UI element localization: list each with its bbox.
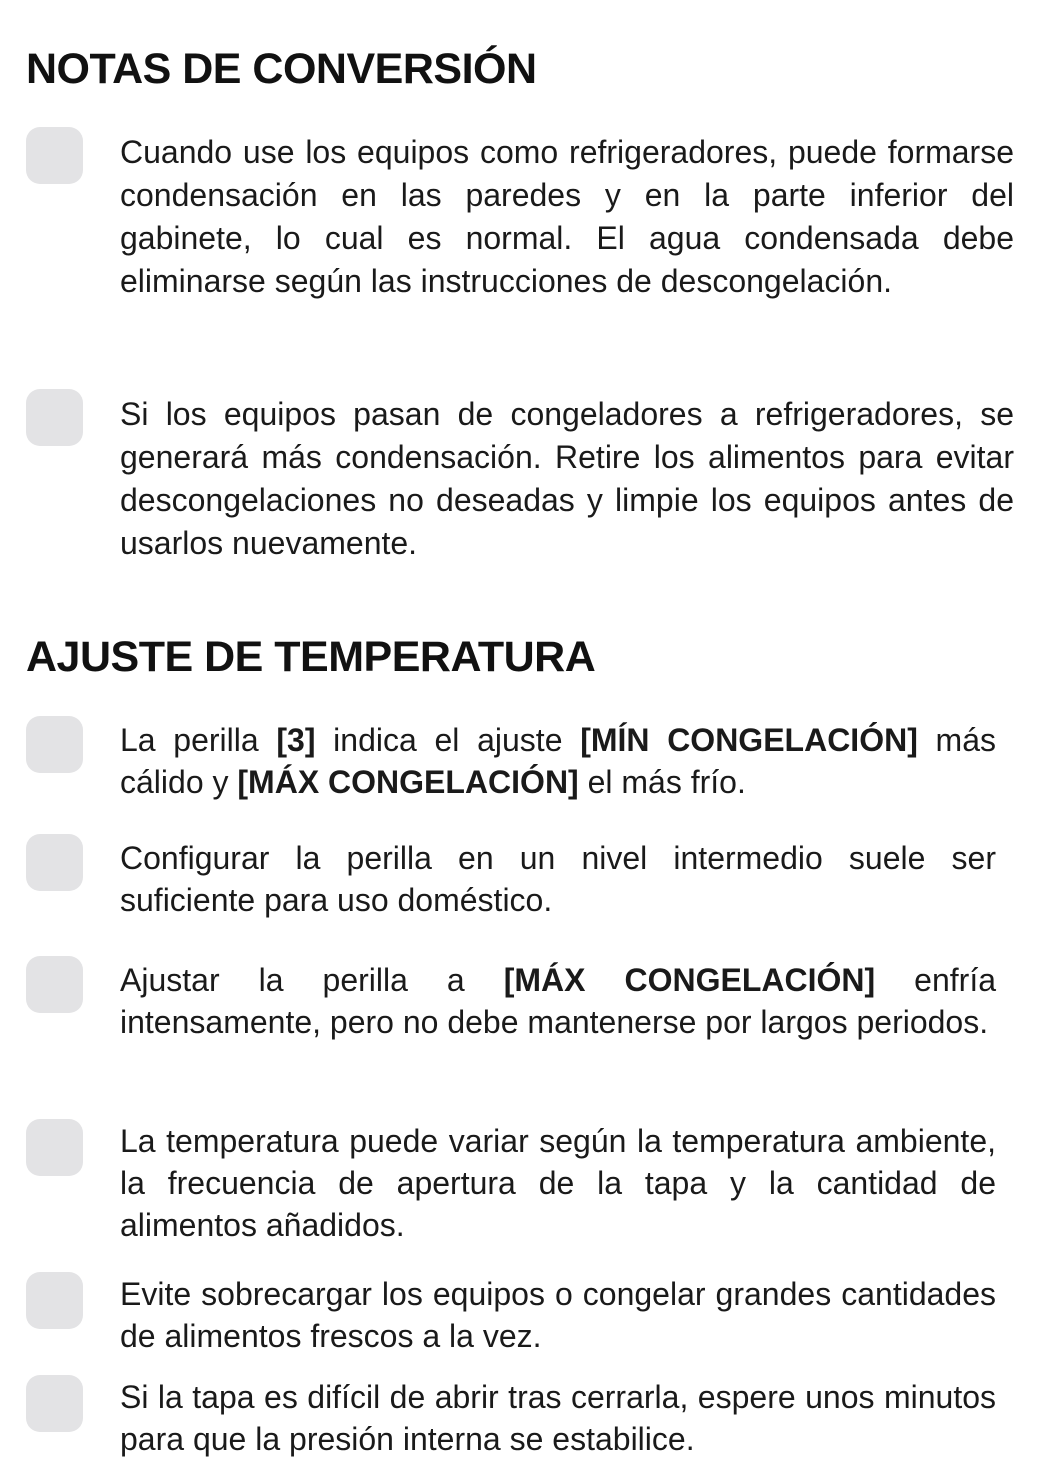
section-heading-conversion-notes: NOTAS DE CONVERSIÓN — [26, 45, 537, 93]
checkbox[interactable] — [26, 127, 83, 184]
text-segment: indica el ajuste — [315, 722, 581, 758]
item-text — [120, 1376, 996, 1460]
item-text — [120, 131, 1014, 303]
checkbox[interactable] — [26, 1272, 83, 1329]
checkbox[interactable] — [26, 956, 83, 1013]
item-text — [120, 393, 1014, 565]
max-freeze-label: [MÁX CONGELACIÓN] — [503, 962, 876, 998]
text-segment: más cálido y — [120, 722, 997, 800]
text-segment: Configurar la perilla en un nivel intermedio suele ser suficiente para uso doméstico. — [120, 840, 996, 918]
text-segment: Cuando use los equipos como refrigeradores, puede formarse condensación en las paredes y en la parte inferior del gabinete, lo cual es normal. El agua condensada debe eliminarse según las instrucciones de descongelación. — [120, 134, 1014, 299]
item-text — [120, 719, 996, 803]
text-segment: Ajustar la perilla a — [120, 962, 504, 998]
text-segment: Si la tapa es difícil de abrir tras cerrarla, espere unos minutos para que la presión interna se estabilice. — [120, 1379, 996, 1457]
text-segment: La temperatura puede variar según la temperatura ambiente, la frecuencia de apertura de la tapa y la cantidad de alimentos añadidos. — [120, 1123, 996, 1243]
checkbox[interactable] — [26, 389, 83, 446]
max-freeze-label: [MÁX CONGELACIÓN] — [237, 764, 579, 800]
text-segment: Evite sobrecargar los equipos o congelar grandes cantidades de alimentos frescos a la vez. — [120, 1276, 996, 1354]
section-heading-temperature-adjustment: AJUSTE DE TEMPERATURA — [26, 633, 596, 681]
knob-number-label: [3] — [276, 722, 316, 758]
text-segment: enfría intensamente, pero no debe mantenerse por largos periodos. — [120, 962, 997, 1040]
min-freeze-label: [MÍN CONGELACIÓN] — [580, 722, 918, 758]
checkbox[interactable] — [26, 1375, 83, 1432]
checkbox[interactable] — [26, 716, 83, 773]
checkbox[interactable] — [26, 834, 83, 891]
text-segment: La perilla — [120, 722, 277, 758]
item-text — [120, 1273, 996, 1357]
item-text — [120, 837, 996, 921]
text-segment: Si los equipos pasan de congeladores a refrigeradores, se generará más condensación. Retire los alimentos para evitar descongelaciones no deseadas y limpie los equipos antes de usarlos nuevamente. — [120, 396, 1014, 561]
text-segment: el más frío. — [578, 764, 746, 800]
item-text — [120, 1120, 996, 1246]
item-text — [120, 959, 996, 1043]
checkbox[interactable] — [26, 1119, 83, 1176]
